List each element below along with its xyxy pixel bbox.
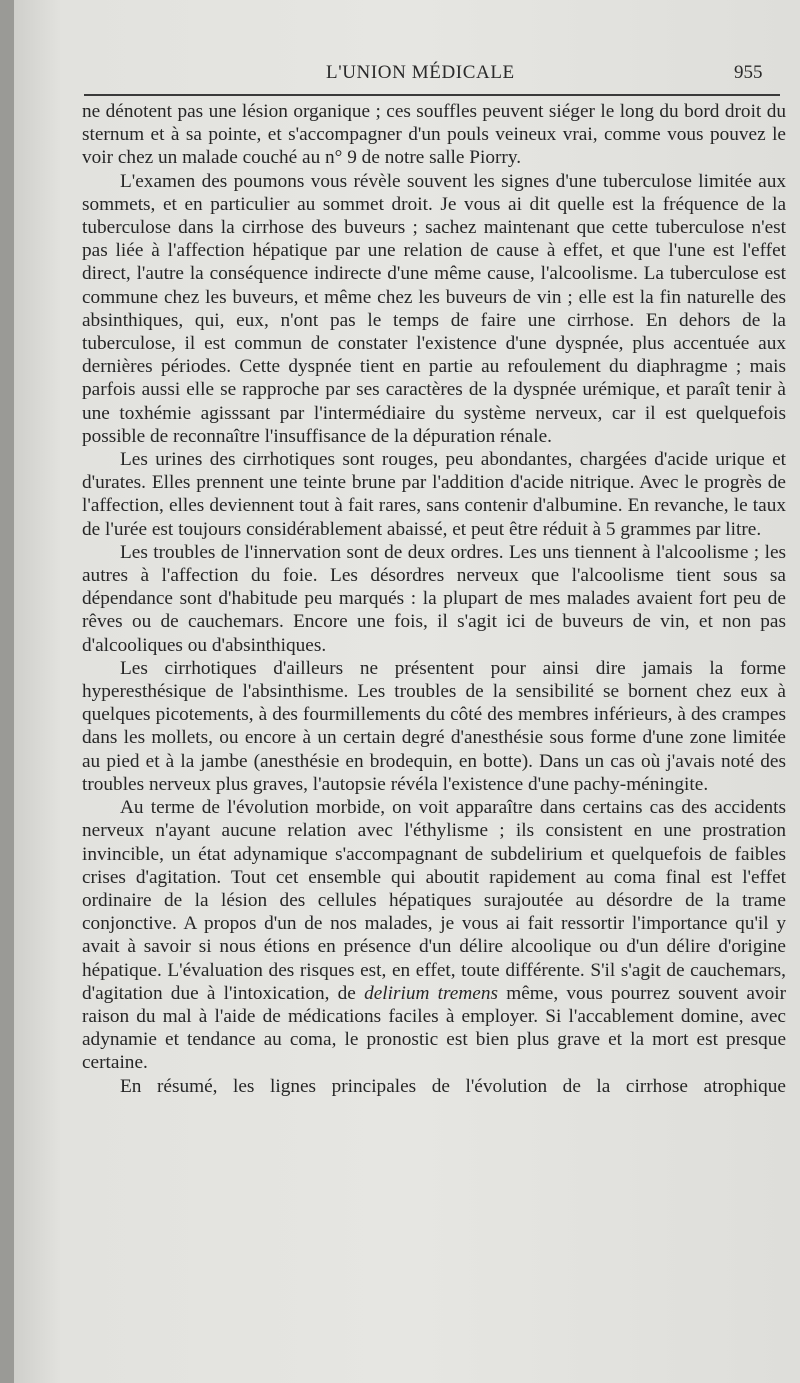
page-header [14, 58, 800, 94]
body-text [82, 100, 786, 1098]
paragraph: L'examen des poumons vous révèle souvent les signes d'une tuberculose limitée aux sommets, et en particulier au sommet droit. Je vous ai dit quelle est la fréquence de la tuberculose dans la cirrhose des buveurs ; sachez maintenant que cette tuberculose n'est pas liée à l'affection hépatique par une relation de cause à effet, et que l'une est l'effet direct, l'autre la conséquence indirecte d'une même cause, l'alcoolisme. La tuberculose est commune chez les buveurs, et même chez les buveurs de vin ; elle est la fin naturelle des absinthiques, qui, eux, n'ont pas le temps de faire une cirrhose. En dehors de la tuberculose, il est commun de constater l'existence d'une dyspnée, plus accentuée aux dernières périodes. Cette dyspnée tient en partie au refoulement du diaphragme ; mais parfois aussi elle se rapproche par ses caractères de la dyspnée urémique, et paraît tenir à une toxhémie agisssant par l'intermédiaire du système nerveux, car il est quelquefois possible de reconnaître l'insuffisance de la dépuration rénale. [82, 170, 786, 447]
paragraph: En résumé, les lignes principales de l'évolution de la cirrhose atrophique [120, 1075, 786, 1097]
header-rule [84, 94, 780, 96]
paragraph [82, 796, 786, 1074]
paragraph: ne dénotent pas une lésion organique ; ces souffles peuvent siéger le long du bord droit du sternum et à sa pointe, et s'accompagner d'un pouls veineux vrai, comme vous pouvez le voir chez un malade couché au n° 9 de notre salle Piorry. [82, 101, 786, 169]
running-title: L'UNION MÉDICALE [326, 62, 515, 83]
paragraph: Les cirrhotiques d'ailleurs ne présentent pour ainsi dire jamais la forme hyperesthésique de l'absinthisme. Les troubles de la sensibilité se bornent chez eux à quelques picotements, à des fourmillements du côté des membres inférieurs, à des crampes dans les mollets, ou encore à un certain degré d'anesthésie sous forme d'une zone limitée au pied et à la jambe (anesthésie en brodequin, en botte). Dans un cas où j'avais noté des troubles nerveux plus graves, l'autopsie révéla l'existence d'une pachy-méningite. [82, 657, 786, 795]
document-page [14, 0, 800, 1383]
paragraph-text: même, vous pourrez souvent avoir raison du mal à l'aide de médications faciles à employer. Si l'accablement domine, avec adynamie et tendance au coma, le pronostic est bien plus grave et la mort est presque certaine. [82, 982, 786, 1074]
italic-term: delirium tremens [364, 982, 498, 1004]
page-number: 955 [734, 62, 763, 83]
paragraph: Les troubles de l'innervation sont de deux ordres. Les uns tiennent à l'alcoolisme ; les autres à l'affection du foie. Les désordres nerveux que l'alcoolisme tient sous sa dépendance sont d'habitude peu marqués : la plupart de mes malades avaient fort peu de rêves ou de cauchemars. Encore une fois, il s'agit ici de buveurs de vin, et non pas d'alcooliques ou d'absinthiques. [82, 541, 786, 656]
paragraph: Les urines des cirrhotiques sont rouges, peu abondantes, chargées d'acide urique et d'urates. Elles prennent une teinte brune par l'addition d'acide nitrique. Avec le progrès de l'affection, elles deviennent tout à fait rares, sans contenir d'albumine. En revanche, le taux de l'urée est toujours considérablement abaissé, et peut être réduit à 5 grammes par litre. [82, 449, 786, 540]
paragraph-text: Au terme de l'évolution morbide, on voit apparaître dans certains cas des accidents nerveux n'ayant aucune relation avec l'éthylisme ; ils consistent en une prostration invincible, un état adynamique s'accompagnant de subdelirium et quelquefois de faibles crises d'agitation. Tout cet ensemble qui aboutit rapidement au coma final est l'effet ordinaire de la lésion des cellules hépatiques surajoutée au désordre de la trame conjonctive. A propos d'un de nos malades, je vous ai fait ressortir l'importance qu'il y avait à savoir si nous étions en présence d'un délire alcoolique ou d'un délire d'origine hépatique. L'évaluation des risques est, en effet, toute différente. S'il s'agit de cauchemars, d'agitation due à l'intoxication, de [82, 797, 786, 1004]
